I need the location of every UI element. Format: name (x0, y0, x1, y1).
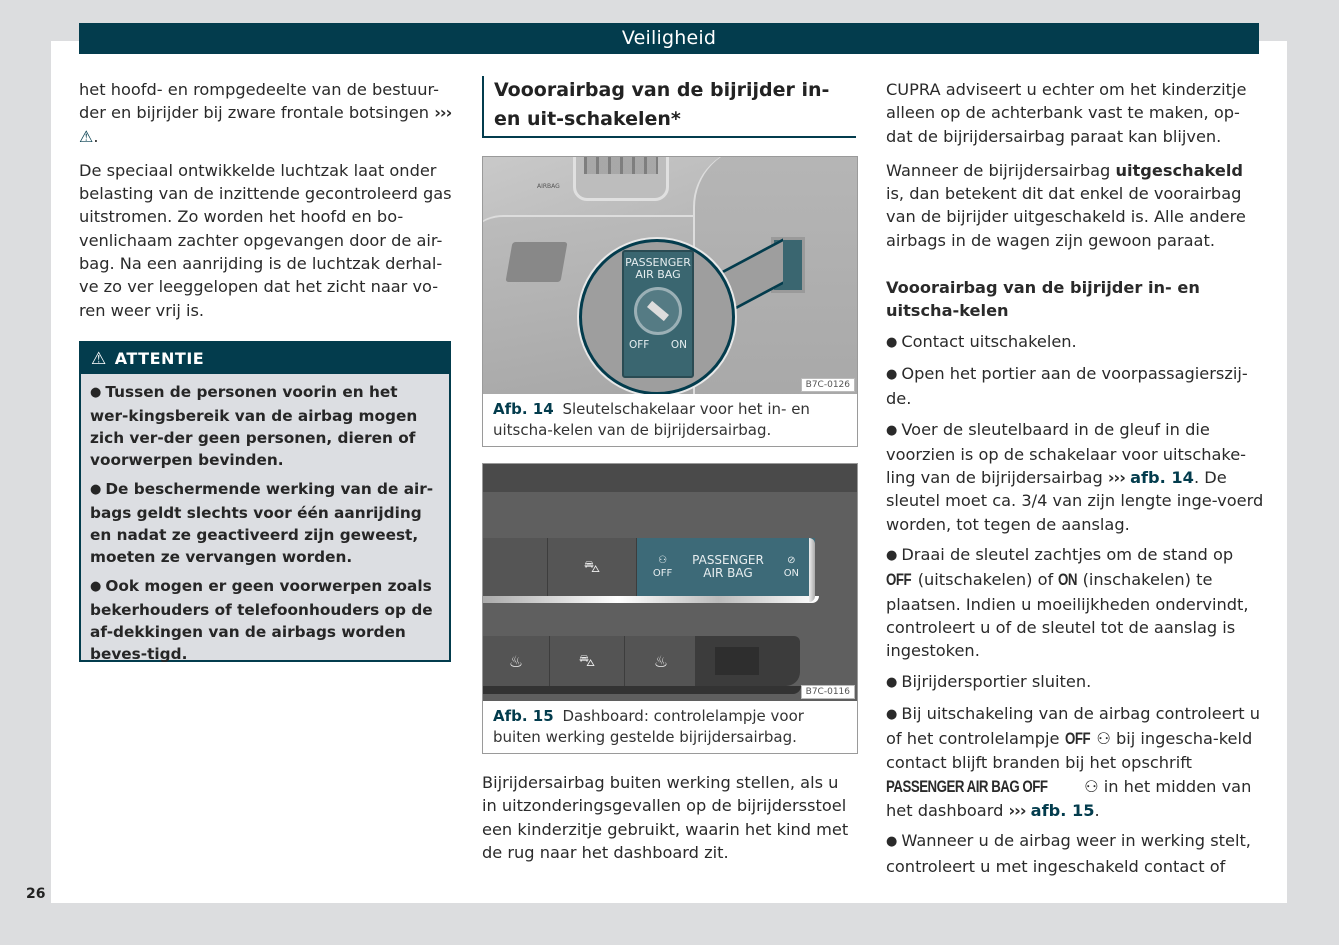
chrome-trim (483, 596, 819, 603)
key-switch-illustration: PASSENGER AIR BAG OFF ON (622, 250, 694, 378)
figure-caption: Afb. 14 Sleutelschakelaar voor het in- en uitscha-kelen van de bijrijdersairbag. (493, 400, 810, 439)
step-item: ● Bijrijdersportier sluiten. (886, 671, 1092, 691)
airbag-off-icon: ⚇ (1084, 776, 1099, 796)
bullet-icon: ● (90, 482, 102, 497)
bullet-icon: ● (90, 385, 102, 400)
seat-heating-button (625, 636, 698, 686)
advice-paragraph: CUPRA adviseert u echter om het kinderzitje alleen op de achterbank vast te maken, op-dat de bijrijdersairbag paraat kan blijven. (886, 80, 1247, 146)
airbag-off-icon: ⚇ (1096, 729, 1111, 749)
warning-item: ● Tussen de personen voorin en het wer-kingsbereik van de airbag mogen zich ver-der geen personen, dieren of voorwerpen bevinden. (90, 383, 418, 469)
reference-arrow: ››› (1107, 468, 1125, 488)
airbag-description-paragraph: De speciaal ontwikkelde luchtzak laat onder belasting van de inzittende gecontroleerd gas uitstromen. Zo worden het hoofd en bo-venlichaam zachter opgevangen door de air-bag. Na een aanrijding is de luchtzak derhal-ve zo ver leeggelopen dat het zicht naar vo-ren weer vrij is. (79, 160, 452, 320)
seat-heating-icon: ♨ (653, 651, 669, 671)
column-middle-text (482, 771, 858, 864)
key-slot-icon (634, 287, 682, 335)
chapter-header: Veiligheid (79, 23, 1259, 54)
figure-code: B7C-0116 (801, 685, 855, 699)
seat-fan-icon: ♨ (508, 651, 524, 671)
bullet-icon: ● (90, 579, 102, 594)
step-item: ● Voer de sleutelbaard in de gleuf in die voorzien is op de schakelaar voor uitschake-ling van de bijrijdersairbag ››› afb. 14. De sleutel moet ca. 3/4 van zijn lengte inge-voerd worden, tot tegen de aanslag. (886, 419, 1264, 534)
procedure-heading: Vooorairbag van de bijrijder in- en uitscha-kelen (886, 278, 1200, 321)
step-item: ● Contact uitschakelen. (886, 331, 1077, 351)
figure-15-link[interactable]: afb. 15 (1030, 801, 1095, 821)
dash-airbag-label: AIRBAG (537, 183, 560, 190)
car-hatch-icon: ⛍ (583, 556, 601, 576)
bullet-icon: ● (886, 422, 898, 438)
bullet-icon: ● (886, 834, 898, 850)
on-label: ON (670, 339, 687, 351)
column-right (886, 78, 1264, 885)
bullet-icon: ● (886, 548, 898, 564)
off-label: OFF (1064, 730, 1090, 749)
figure-caption: Afb. 15 Dashboard: controlelampje voor buiten werking gestelde bijrijdersairbag. (493, 707, 804, 746)
warning-item: ● De beschermende werking van de air-bags geldt slechts voor één aanrijding en nadat ze geactiveerd zijn geweest, moeten ze vervangen worden. (90, 480, 434, 566)
on-label: ON (1058, 571, 1078, 590)
deactivation-paragraph: Bijrijdersairbag buiten werking stellen, als u in uitzonderingsgevallen op de bijrijdersstoel een kinderzitje gebruikt, waarin het kind met de rug naar het dashboard zit. (482, 773, 849, 862)
step-item: ● Draai de sleutel zachtjes om de stand op OFF (uitschakelen) of ON (inschakelen) te plaatsen. Indien u moeilijkheden ondervindt, controleert u of de sleutel tot de aanslag is ingestoken. (886, 545, 1249, 661)
passenger-airbag-indicator: ⚇ OFF PASSENGER AIR BAG ⊘ ON (637, 538, 815, 596)
intro-paragraph: het hoofd- en rompgedeelte van de bestuur-der en bijrijder bij zware frontale botsingen ››› ⚠. (79, 80, 452, 146)
column-left (79, 78, 459, 333)
off-label: OFF (629, 339, 650, 351)
warning-triangle-icon: ⚠ (91, 349, 107, 369)
dashboard-button (483, 538, 548, 596)
figure-code: B7C-0126 (801, 378, 855, 392)
glovebox-handle-illustration (505, 242, 567, 282)
air-vent-illustration (573, 157, 669, 201)
rear-hatch-button (548, 538, 637, 596)
warning-box (79, 341, 451, 662)
step-item: ● Bij uitschakeling van de airbag controleert u of het controlelampje OFF ⚇ bij ingescha-keld contact blijft branden bij het opschrift PASSENGER AIR BAG OFF ⚇ in het midden van het dashboard ››› afb. 15. (886, 703, 1261, 821)
warning-item: ● Ook mogen er geen voorwerpen zoals bekerhouders of telefoonhouders op de af-dekkingen van de airbags worden beves-tigd. (90, 577, 433, 663)
airbag-off-icon: ⚇ OFF (652, 555, 673, 579)
bullet-icon: ● (886, 706, 898, 722)
warning-triangle-icon[interactable]: ⚠ (79, 126, 94, 146)
warning-header (81, 343, 449, 374)
section-title: Vooorairbag van de bijrijder in- en uit-schakelen* (482, 76, 856, 138)
deactivated-info-paragraph: Wanneer de bijrijdersairbag uitgeschakeld is, dan betekent dit dat enkel de voorairbag van de bijrijder uitgeschakeld is. Alle andere airbags in de wagen zijn gewoon paraat. (886, 160, 1246, 250)
bullet-icon: ● (886, 674, 898, 690)
figure-14-illustration (483, 157, 857, 394)
seat-climate-button (483, 636, 550, 686)
bullet-icon: ● (886, 366, 898, 382)
warning-title: ATTENTIE (114, 349, 205, 368)
page-number: 26 (26, 886, 46, 902)
warning-body (81, 374, 449, 665)
figure-15 (482, 463, 858, 754)
dashboard-button-row (483, 538, 815, 596)
figure-15-illustration (483, 464, 857, 701)
reference-arrow: ››› (434, 103, 452, 123)
step-item: ● Wanneer u de airbag weer in werking stelt, controleert u met ingeschakeld contact of (886, 831, 1251, 876)
off-label: OFF (886, 571, 912, 590)
figure-14 (482, 156, 858, 447)
figure-14-link[interactable]: afb. 14 (1130, 468, 1194, 488)
bullet-icon: ● (886, 334, 898, 350)
car-recirculation-button (550, 636, 625, 686)
car-icon: ⛍ (578, 650, 596, 670)
airbag-on-icon: ⊘ ON (783, 555, 800, 579)
step-item: ● Open het portier aan de voorpassagierszij-de. (886, 363, 1248, 409)
passenger-airbag-off-label: PASSENGER AIR BAG OFF (886, 777, 1048, 796)
reference-arrow: ››› (1008, 801, 1026, 821)
